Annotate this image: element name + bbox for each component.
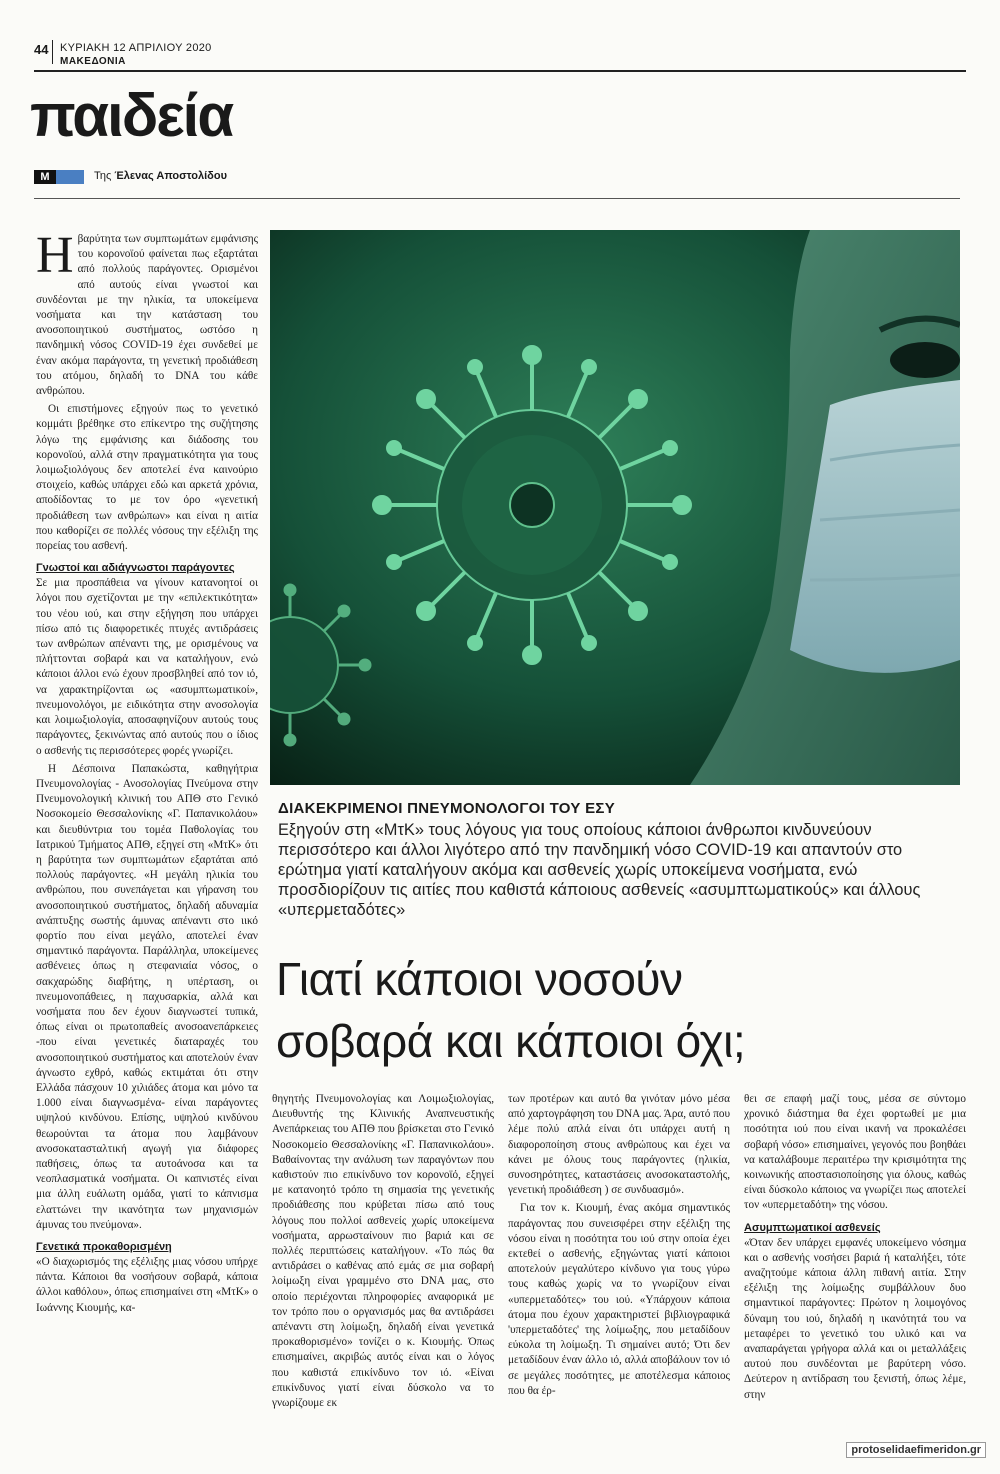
lead-paragraph xyxy=(36,232,258,399)
subheading: Γενετικά προκαθορισμένη xyxy=(36,1241,172,1253)
paragraph: «Όταν δεν υπάρχει εμφανές υποκείμενο νόσημα και ο ασθενής νοσήσει βαριά ή καταλήξει, τότε αναζητούμε κάποια άλλη πιθανή αιτία. Στην εξέλιξη της λοίμωξης συμβάλλουν δυο σημαντικοί παράγοντες: Πρώτον η λοιμογόνος δύναμη του ιού, δηλαδή η ικανότητά του να μεταφέρει το γενετικό του υλικό και να αναπαράγεται γρήγορα αλλά και οι μεταλλάξεις αυτού που συνδέονται με βαρύτερη νόσο. Δεύτερον η αντίδραση του ξενιστή, όπως λέμε, στην xyxy=(744,1236,966,1401)
paragraph: των προτέρων και αυτό θα γινόταν μόνο μέσα από χαρτογράφηση του DNA μας. Άρα, αυτό που λέμε πολύ απλά είναι ότι υπάρχει αυτή η διαφοροποίηση στους ανθρώπους και έχει να κάνει με όλους τους παράγοντες (ηλικία, συνοσηρότητες, καταστάσεις ανοσοκαταστολής, γενετική προδιάθεση ) σε συνδυασμό». xyxy=(508,1093,730,1197)
virus-mask-photo xyxy=(270,230,960,785)
eye-shape xyxy=(890,342,960,378)
article-column-4 xyxy=(744,1092,966,1462)
headline-line-2: σοβαρά και κάποιοι όχι; xyxy=(276,1015,746,1067)
paragraph: «Ο διαχωρισμός της εξέλιξης μιας νόσου υπήρχε πάντα. Κάποιοι θα νοσήσουν σοβαρά, κάποια άλλοι καθόλου», όπως επισημαίνει στη «ΜτΚ» ο Ιωάννης Κιουμής, κα- xyxy=(36,1256,258,1314)
headline xyxy=(276,948,976,1072)
paragraph-text: βαρύτητα των συμπτωμάτων εμφάνισης του κορονοϊού φαίνεται πως εξαρτάται από πολλούς παράγοντες. Ορισμένοι από αυτούς είναι γνωστοί και συνδέονται με την ηλικία, τα υποκείμενα νοσήματα και την κατάσταση του ανοσοποιητικού συστήματος, ωστόσο η πανδημική νόσος COVID-19 έχει συνδεθεί με έναν ακόμα παράγοντα, τη γενετική προδιάθεση του ατόμου, δηλαδή το DNA του κάθε ανθρώπου. xyxy=(36,233,258,398)
paragraph: Η Δέσποινα Παπακώστα, καθηγήτρια Πνευμονολογίας - Ανοσολογίας Πνεύμονα στην Πνευμονολογική κλινική του ΑΠΘ στο Γενικό Νοσοκομείο Θεσσαλονίκης «Γ. Παπανικολάου» και διευθύντρια του τομέα Παθολογίας του Ιατρικού Τμήματος ΑΠΘ, εξηγεί στη «ΜτΚ» ότι η βαρύτητα των συμπτωμάτων εξαρτάται από πολλούς παράγοντες. «Η μεγάλη ηλικία του ανθρώπου, που συνεπάγεται και γήρανση του ανοσοποιητικού συστήματος, δηλαδή αδυναμία ανάπτυξης σωστής άμυνας απέναντι στο ιικό φορτίο που είναι μεγάλο, αποτελεί έναν σημαντικό παράγοντα. Παράλληλα, υποκείμενες ασθένειες όπως η στεφανιαία νόσος, ο σακχαρώδης διαβήτης, η υπέρταση, οι πνευμονοπάθειες, η παχυσαρκία, αλλά και νοσήματα που δεν έχουν διαγνωστεί τυπικά, όπως είναι οι πρωτοπαθείς ανοσοανεπάρκειες -που είναι γενετικές διαταραχές του ανοσοποιητικού συστήματος και αποτελούν έναν άγνωστο εχθρό, καθώς εκτιμάται ότι στην Ελλάδα πάσχουν 10 χιλιάδες άτομα και μόνο τα 1.000 είναι διαγνωσμένα- είναι παράγοντες υψηλού κινδύνου. Επίσης, υψηλού κινδύνου θεωρούνται τα άτομα που λαμβάνουν ανοσοκατασταλτική αγωγή για διάφορες παθήσεις, όπως τα αυτοάνοσα και τα νεοπλασματικά νοσήματα. Οι καπνιστές είναι μια άλλη ευάλωτη ομάδα, γιατί το κάπνισμα ελαττώνει την ικανότητα των μηχανισμών άμυνας του πνεύμονα». xyxy=(36,762,258,1231)
page-number: 44 xyxy=(34,42,49,57)
byline-rule xyxy=(34,198,960,199)
paragraph: Για τον κ. Κιουμή, ένας ακόμα σημαντικός παράγοντας που συνεισφέρει στην εξέλιξη της νόσου είναι η ποσότητα του ιού στην οποία έχει εκτεθεί ο ασθενής, εξηγώντας γιατί κάποιοι αποτελούν μεγαλύτερο κίνδυνο για τους γύρω τους καθώς χωρίς να το γνωρίζουν είναι «υπερμεταδότες» του ιού. «Υπάρχουν κάποια άτομα που έχουν χαρακτηριστεί βιβλιογραφικά 'υπερμεταδότες' της λοίμωξης, που μεταδίδουν εύκολα τη λοίμωξη. Τι σημαίνει αυτό; Ότι δεν μεταδίδουν έναν άλλο ιό, αλλά αποβάλουν τον ιό σε μεγάλες ποσότητες, με αποτέλεσμα κάποιος που θα έρ- xyxy=(508,1202,730,1397)
byline xyxy=(94,170,227,182)
headline-line-1: Γιατί κάποιοι νοσούν xyxy=(276,953,683,1005)
drop-cap: Η xyxy=(36,232,74,284)
article-column-1 xyxy=(36,232,258,1462)
subheading: Ασυμπτωματικοί ασθενείς xyxy=(744,1221,881,1234)
article-column-3 xyxy=(508,1092,730,1462)
byline-author: Έλενας Αποστολίδου xyxy=(114,170,227,182)
source-watermark: protoselidaefimeridon.gr xyxy=(846,1442,986,1458)
subheadline: Εξηγούν στη «ΜτΚ» τους λόγους για τους οποίους κάποιοι άνθρωποι κινδυνεύουν περισσότερο και άλλοι λιγότερο από την πανδημική νόσο COVID-19 και απαντούν στο ερώτημα γιατί καταλήγουν ακόμα και ασθενείς χωρίς υποκείμενα νοσήματα, ενώ προσδιορίζουν τις αιτίες που καθιστά κάποιους ασθενείς «ασυμπτωματικούς» και άλλους «υπερμεταδότες» xyxy=(278,821,921,919)
virus-particle xyxy=(374,347,690,663)
logo-accent-strip xyxy=(56,170,84,184)
article-column-2 xyxy=(272,1092,494,1462)
section-title: παιδεία xyxy=(30,82,233,149)
subheading: Γνωστοί και αδιάγνωστοι παράγοντες xyxy=(36,562,235,575)
header-divider xyxy=(52,40,53,64)
header-rule xyxy=(34,70,966,72)
paragraph: θηγητής Πνευμονολογίας και Λοιμωξιολογίας, Διευθυντής της Κλινικής Αναπνευστικής Ανεπάρκειας του ΑΠΘ που βρίσκεται στο Γενικό Νοσοκομείο Θεσσαλονίκης «Γ. Παπανικολάου». Βαθαίνοντας την ανάλυση των παραγόντων που καθιστούν πιο επικίνδυνο τον κορονοϊό, εξηγεί με κατανοητό τρόπο τη σημασία της γενετικής προδιάθεσης που κρύβεται πίσω από τους λόγους που πολλοί ασθενείς χωρίς υποκείμενα νοσήματα, αρρωσταίνουν πιο βαριά και σε πολλές περιπτώσεις καταλήγουν. «Το πώς θα αντιδράσει ο καθένας από εμάς σε μια σοβαρή λοίμωξη είναι γραμμένο στο DNA μας, στο οποίο περιέχονται πληροφορίες αναφορικά με τον τρόπο που ο οργανισμός μας θα αντιδράσει απέναντι στη λοίμωξη, δηλαδή είναι γενετικά προκαθορισμένο» τονίζει ο κ. Κιουμής. Όπως επισημαίνει, ακριβώς αυτός είναι και ο λόγος που καθιστά επικίνδυνο τον ιό. «Είναι επικίνδυνος γιατί είναι δύσκολο να το γνωρίζουμε εκ xyxy=(272,1093,494,1410)
publication-logo: M xyxy=(34,170,56,184)
paragraph: θει σε επαφή μαζί τους, μέσα σε σύντομο χρονικό διάστημα θα έχει φορτωθεί με μια ποσότητα ιού που είναι ικανή να προκαλέσει σοβαρή νόσο» επισημαίνει, γεγονός που βοηθάει να καταλάβουμε περαιτέρω την κρισιμότητα της κοινωνικής αποστασιοποίησης για όλους, καθώς είναι δύσκολο κάποιος να γνωρίζει πως αποτελεί τον «υπερμεταδότη» της νόσου. xyxy=(744,1093,966,1212)
byline-prefix: Της xyxy=(94,170,112,182)
newspaper-name: ΜΑΚΕΔΟΝΙΑ xyxy=(60,56,126,67)
paragraph: Οι επιστήμονες εξηγούν πως το γενετικό κομμάτι βρέθηκε στο επίκεντρο της συζήτησης λόγω της εμφάνισης και διάδοσης του κορονοϊού, αλλά στην πραγματικότητα για τους λοιμωξιολόγους δεν αποτελεί ένα καινούριο στοιχείο, καθώς υπάρχει εδώ και αρκετά χρόνια, αποδίδοντας το με τον όρο «γενετική προδιάθεση των ανθρώπων» και είναι η αιτία που καθορίζει σε πολλές νόσους την εξέλιξη της πορείας του ασθενή. xyxy=(36,403,258,553)
photo-illustration xyxy=(270,230,960,785)
kicker: ΔΙΑΚΕΚΡΙΜΕΝΟΙ ΠΝΕΥΜΟΝΟΛΟΓΟΙ ΤΟΥ ΕΣΥ xyxy=(278,800,616,817)
paragraph: Σε μια προσπάθεια να γίνουν κατανοητοί οι λόγοι που σχετίζονται με την «επιλεκτικότητα» του νέου ιού, και στην εξήγηση που υπάρχει πίσω από τις διαφορετικές πτυχές αντιδράσεις των ανθρώπων απέναντι της, με ορισμένους να πλήττονται σοβαρά και να καταλήγουν, ενώ κάποιοι άλλοι ενώ έχουν προσβληθεί από τον ιό, να χαρακτηρίζονται ως «ασυμπτωματικοί», πνευμονολόγοι, με ειδικότητα στην ανοσολογία και λοιμωξιολογία, αποσαφηνίζουν αυτούς τους παράγοντες, ξεκινώντας από αυτούς που ο ίδιος ο ασθενής τις περισσότερες φορές γνωρίζει. xyxy=(36,577,258,757)
issue-date: ΚΥΡΙΑΚΗ 12 ΑΠΡΙΛΙΟΥ 2020 xyxy=(60,42,212,54)
